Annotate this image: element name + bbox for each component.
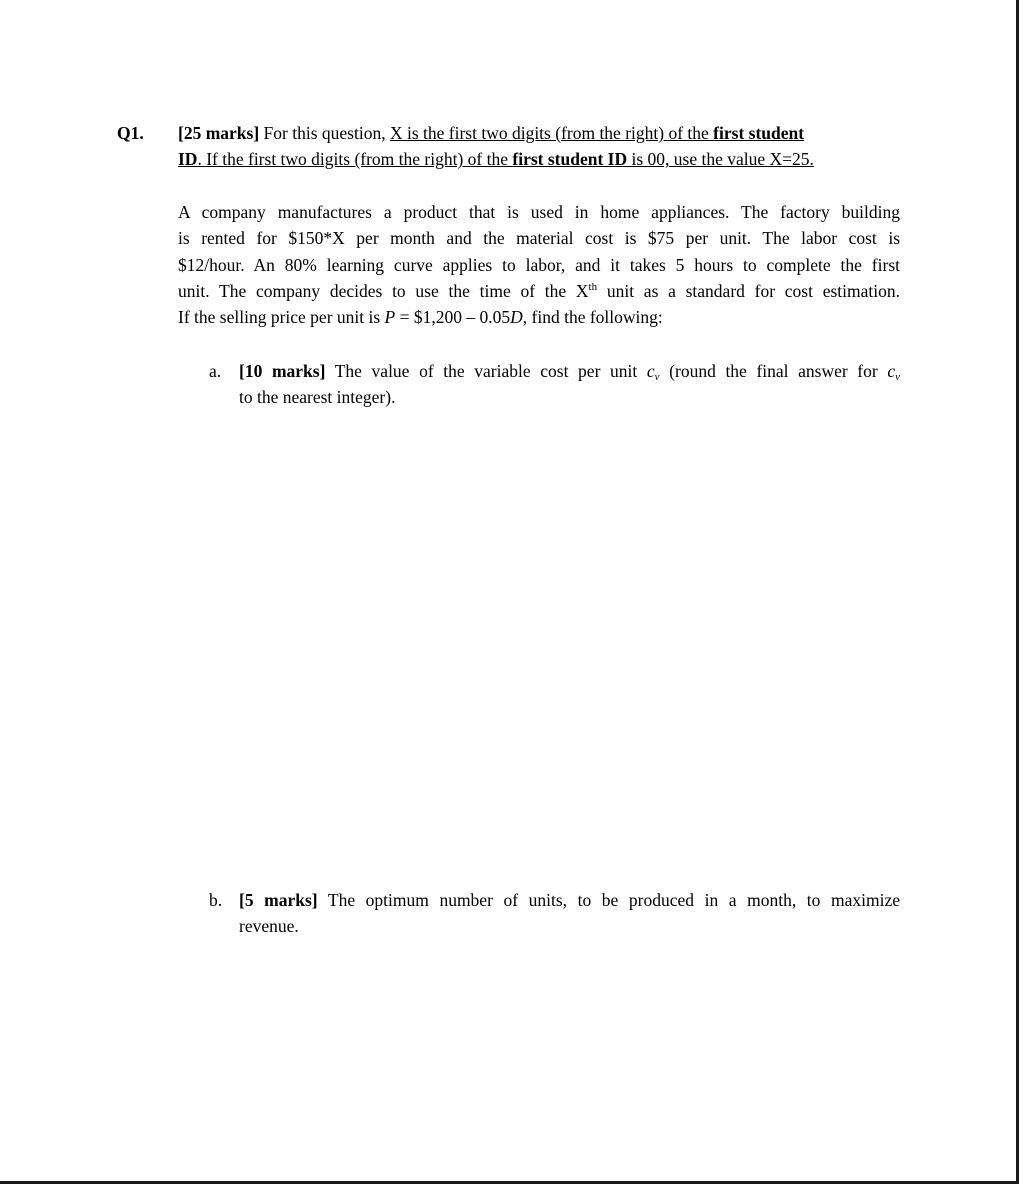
item-a-line-2: to the nearest integer).	[239, 387, 396, 408]
item-b-line-2: revenue.	[239, 916, 299, 937]
item-a	[239, 358, 900, 411]
price-variable: P	[384, 307, 396, 328]
statement-line-3: $12/hour. An 80% learning curve applies to labor, and it takes 5 hours to complete the first	[178, 254, 900, 275]
item-a-letter: a.	[209, 361, 222, 381]
question-marks: [25 marks]	[178, 123, 260, 143]
item-a-line-1	[239, 358, 900, 384]
statement-line-2: is rented for $150*X per month and the material cost is $75 per unit. The labor cost is	[178, 228, 900, 249]
definition-text-2: . If the first two digits (from the right) of the	[197, 149, 513, 170]
item-a-marks: [10 marks]	[239, 361, 326, 381]
definition-bold-2: first student ID	[512, 149, 628, 170]
definition-bold-1: first student	[713, 123, 805, 143]
question-label: Q1.	[117, 123, 144, 143]
statement-line-5a: If the selling price per unit is	[178, 307, 385, 328]
statement-line-5c: , find the following:	[522, 307, 663, 328]
item-b	[239, 887, 900, 940]
statement-line-5b: = $1,200 – 0.05	[395, 307, 511, 328]
statement-line-1: A company manufactures a product that is used in home appliances. The factory building	[178, 202, 900, 222]
cv-subscript-2: v	[895, 371, 901, 383]
cv-symbol: c	[646, 361, 655, 381]
definition-text-3: is 00, use the value X=25.	[627, 149, 814, 170]
item-b-marks: [5 marks]	[239, 890, 318, 910]
statement-line-4a: unit. The company decides to use the time of the X	[178, 280, 589, 301]
superscript-th: th	[588, 280, 598, 293]
item-b-line-1	[239, 887, 900, 913]
question-lead: For this question,	[259, 123, 390, 143]
item-b-letter: b.	[209, 890, 223, 910]
definition-bold-1b: ID	[178, 149, 198, 170]
item-a-text-2: (round the final answer for	[659, 361, 888, 381]
problem-statement	[178, 199, 900, 330]
definition-text-1: X is the first two digits (from the right) of the	[389, 123, 714, 143]
statement-line-4b: unit as a standard for cost estimation.	[597, 280, 900, 301]
cv-symbol-2: c	[887, 361, 896, 381]
question-header	[178, 120, 900, 173]
statement-line-4	[178, 278, 900, 304]
cv-subscript: v	[654, 371, 660, 383]
demand-variable: D	[510, 307, 523, 328]
item-a-text-1: The value of the variable cost per unit	[325, 361, 647, 381]
item-b-text-1: The optimum number of units, to be produced in a month, to maximize	[317, 890, 900, 910]
statement-line-5	[178, 304, 900, 330]
